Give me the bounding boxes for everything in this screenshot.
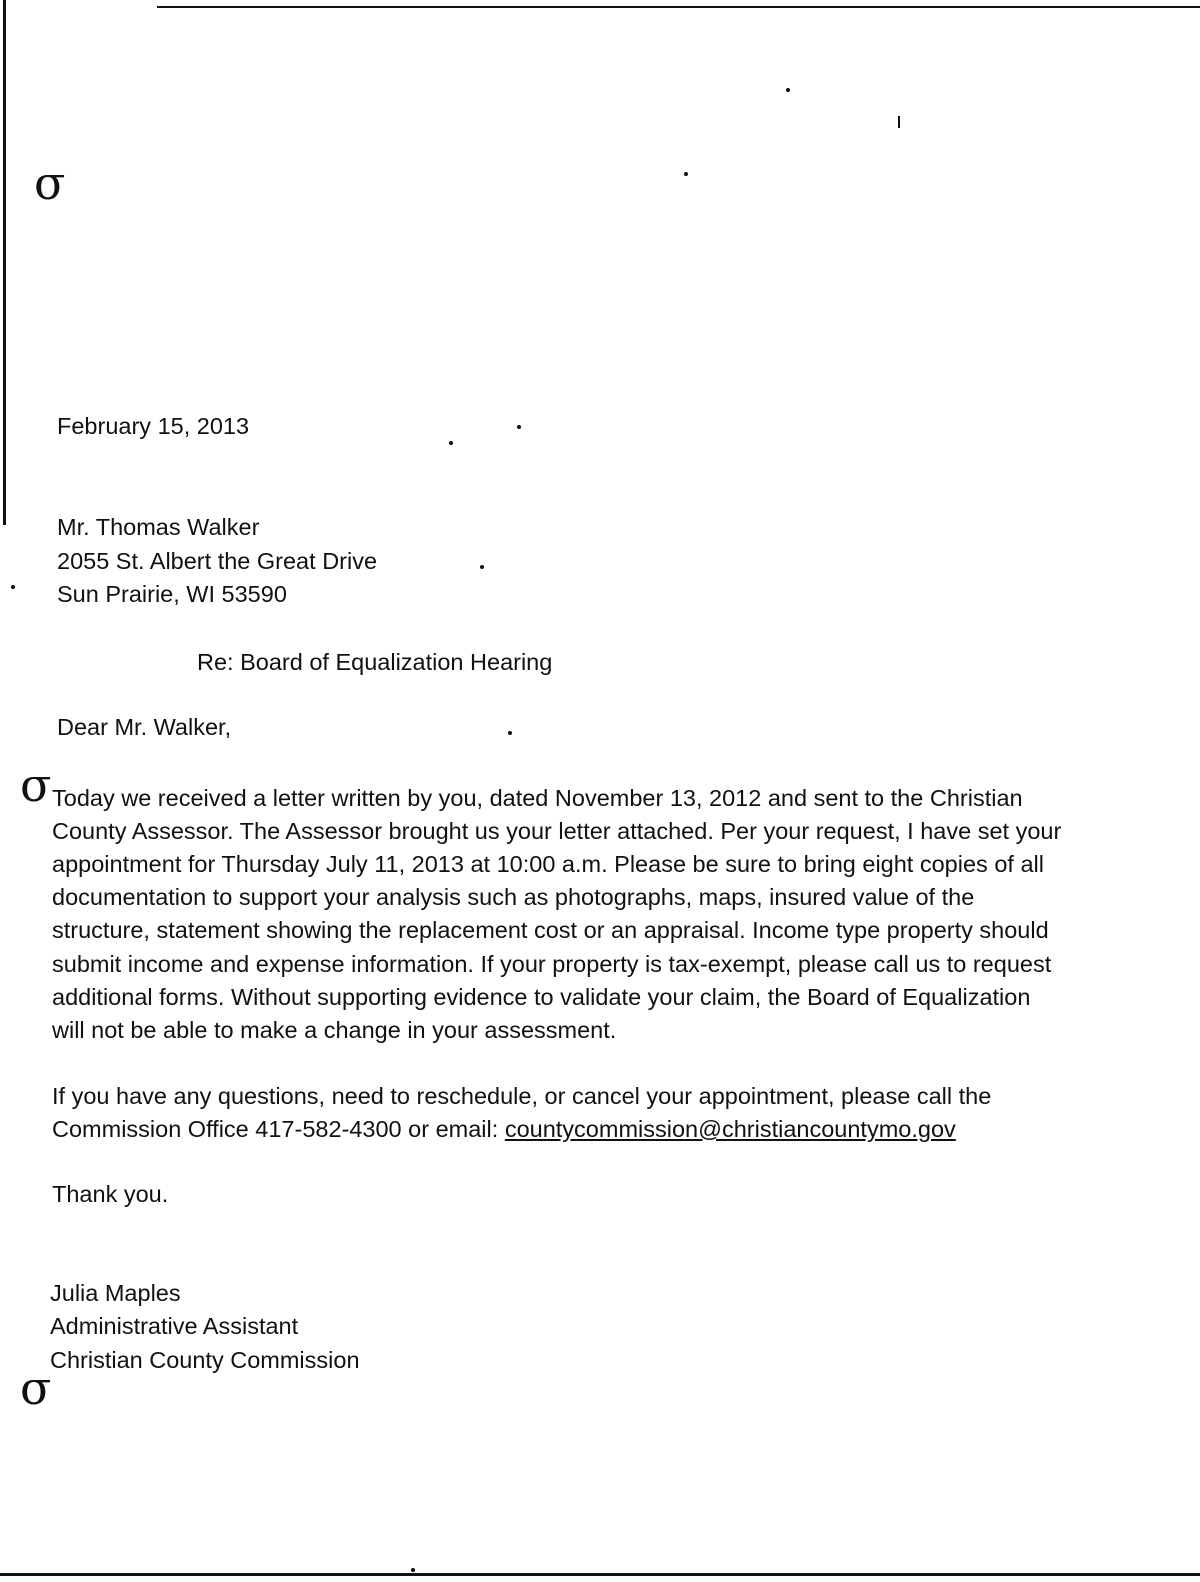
email-link[interactable]: countycommission@christiancountymo.gov [504, 1116, 956, 1142]
signature-organization: Christian County Commission [50, 1347, 360, 1373]
punch-mark-icon: σ [20, 758, 52, 812]
scan-border-top [157, 6, 1200, 8]
scan-border-left [3, 0, 6, 525]
signature-name: Julia Maples [50, 1280, 181, 1306]
salutation: Dear Mr. Walker, [57, 714, 232, 740]
scan-speck [449, 441, 453, 445]
body-line: submit income and expense information. If your property is tax-exempt, please call us to request [52, 951, 1052, 977]
scan-speck [11, 585, 15, 589]
signature-title: Administrative Assistant [50, 1313, 299, 1339]
body-line: documentation to support your analysis such as photographs, maps, insured value of the [52, 884, 975, 910]
body-line: structure, statement showing the replacement cost or an appraisal. Income type property should [52, 917, 1049, 943]
closing: Thank you. [52, 1181, 169, 1207]
punch-mark-icon: σ [20, 1361, 52, 1415]
scan-speck [480, 565, 484, 569]
scan-speck [517, 425, 521, 429]
body-line: will not be able to make a change in your assessment. [52, 1017, 617, 1043]
recipient-name: Mr. Thomas Walker [57, 514, 260, 540]
scan-border-bottom [0, 1573, 1200, 1576]
scan-speck [508, 731, 512, 735]
punch-mark-icon: σ [34, 156, 66, 210]
scan-speck [411, 1568, 415, 1572]
body-line: If you have any questions, need to reschedule, or cancel your appointment, please call the [52, 1083, 992, 1109]
contact-prefix: Commission Office 417-582-4300 or email: [52, 1116, 505, 1142]
scan-speck [684, 172, 688, 176]
body-line: appointment for Thursday July 11, 2013 at 10:00 a.m. Please be sure to bring eight copies of all [52, 851, 1044, 877]
letter-date: February 15, 2013 [57, 413, 250, 439]
contact-line [52, 1113, 956, 1145]
scan-speck [898, 116, 900, 128]
recipient-city-state-zip: Sun Prairie, WI 53590 [57, 581, 287, 607]
body-line: County Assessor. The Assessor brought us your letter attached. Per your request, I have set your [52, 818, 1062, 844]
recipient-street: 2055 St. Albert the Great Drive [57, 548, 378, 574]
scan-speck [786, 88, 790, 92]
body-line: Today we received a letter written by you, dated November 13, 2012 and sent to the Christian [52, 785, 1023, 811]
body-line: additional forms. Without supporting evidence to validate your claim, the Board of Equalization [52, 984, 1031, 1010]
subject-line: Re: Board of Equalization Hearing [197, 649, 553, 675]
